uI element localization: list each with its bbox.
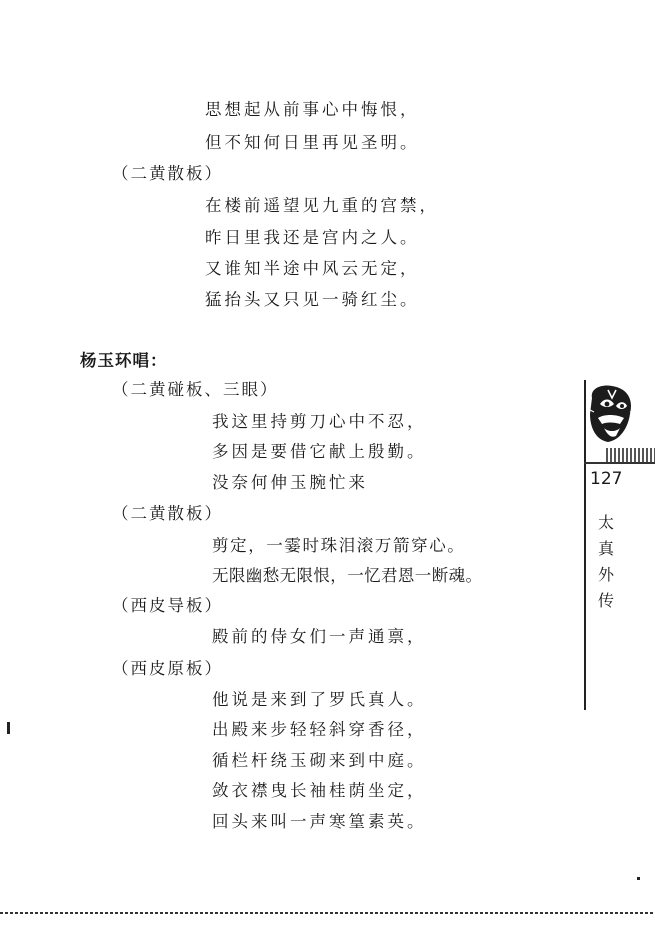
verse-line: 回头来叫一声寒篁素英。 <box>212 812 427 831</box>
bottom-edge-rule <box>0 912 655 914</box>
hatched-band <box>606 448 655 462</box>
verse-line: 循栏杆绕玉砌来到中庭。 <box>212 751 427 770</box>
tune-annotation: （西皮原板） <box>112 659 223 678</box>
tune-annotation: （二黄散板） <box>112 164 223 183</box>
scan-speck <box>637 877 640 880</box>
verse-line: 没奈何伸玉腕忙来 <box>212 473 368 492</box>
verse-line: 昨日里我还是宫内之人。 <box>205 228 420 247</box>
verse-line: 出殿来步轻轻斜穿香径， <box>212 720 427 739</box>
opera-mask-emblem <box>586 384 634 444</box>
verse-line: 在楼前遥望见九重的宫禁， <box>205 196 439 215</box>
verse-line: 敛衣襟曳长袖桂荫坐定， <box>212 781 427 800</box>
verse-line: 多因是要借它献上殷勤。 <box>212 442 427 461</box>
speaker-heading: 杨玉环唱： <box>80 351 168 370</box>
verse-line: 殿前的侍女们一声通禀， <box>212 627 427 646</box>
tune-annotation: （二黄散板） <box>112 504 223 523</box>
verse-line: 但不知何日里再见圣明。 <box>205 133 420 152</box>
verse-line: 思想起从前事心中悔恨， <box>205 100 420 119</box>
scan-mark <box>7 722 10 734</box>
verse-line: 剪定，一霎时珠泪滚万箭穿心。 <box>212 536 466 555</box>
tune-annotation: （二黄碰板、三眼） <box>112 380 279 399</box>
verse-line: 又谁知半途中风云无定， <box>205 259 420 278</box>
tune-annotation: （西皮导板） <box>112 596 223 615</box>
verse-line: 我这里持剪刀心中不忍， <box>212 412 427 431</box>
verse-line: 猛抬头又只见一骑红尘。 <box>205 290 420 309</box>
page-number: 127 <box>590 469 623 489</box>
verse-line: 无限幽愁无限恨，一忆君恩一断魂。 <box>212 566 483 585</box>
margin-rule <box>584 462 655 464</box>
verse-line: 他说是来到了罗氏真人。 <box>212 690 427 709</box>
running-title-vertical: 太真外传 <box>597 513 614 610</box>
